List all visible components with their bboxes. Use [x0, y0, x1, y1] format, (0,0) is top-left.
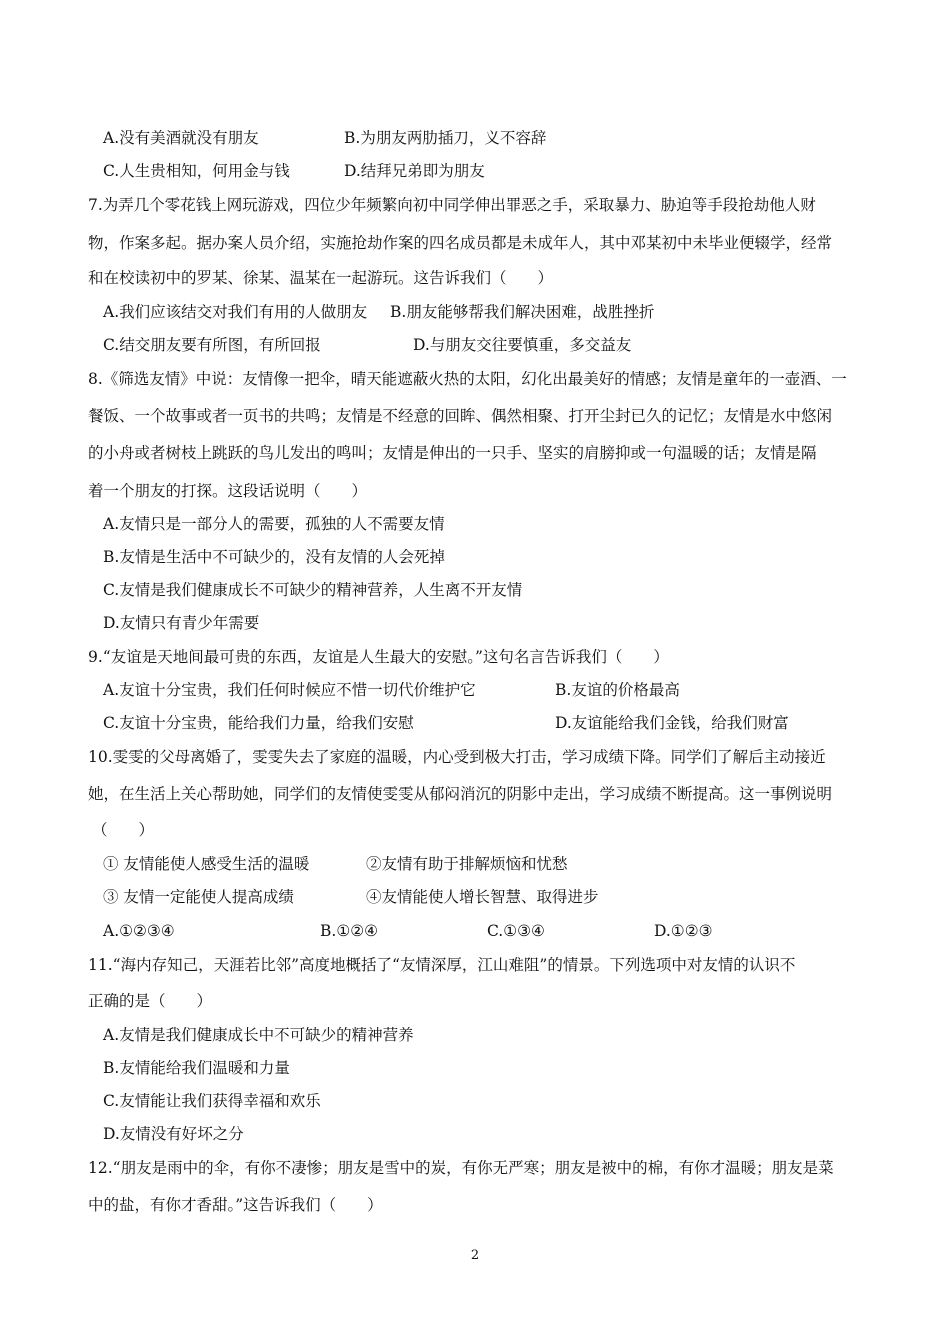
- q10-option-b: B.①②④: [320, 922, 379, 940]
- q10-statement-2: ②友情有助于排解烦恼和忧愁: [366, 855, 568, 873]
- q9-option-a: A.友谊十分宝贵，我们任何时候应不惜一切代价维护它: [103, 681, 476, 699]
- q12-stem-line-2: 中的盐，有你才香甜。”这告诉我们（ ）: [88, 1196, 383, 1214]
- q9-option-d: D.友谊能给我们金钱，给我们财富: [555, 714, 789, 732]
- q6-option-a: A.没有美酒就没有朋友: [103, 129, 259, 147]
- q11-stem-line-1: 11.“海内存知己，天涯若比邻”高度地概括了“友情深厚，江山难阻”的情景。下列选项中对友情的认识不: [88, 956, 796, 974]
- q6-option-b: B.为朋友两肋插刀，义不容辞: [344, 129, 547, 147]
- q8-option-c: C.友情是我们健康成长不可缺少的精神营养，人生离不开友情: [103, 581, 523, 599]
- q8-stem-line-3: 的小舟或者树枝上跳跃的鸟儿发出的鸣叫；友情是伸出的一只手、坚实的肩膀抑或一句温暖的话；友情是隔: [88, 444, 817, 462]
- q11-option-d: D.友情没有好坏之分: [103, 1125, 244, 1143]
- q7-stem-line-1: 7.为弄几个零花钱上网玩游戏，四位少年频繁向初中同学伸出罪恶之手，采取暴力、胁迫等手段抢劫他人财: [88, 196, 816, 214]
- q7-option-d: D.与朋友交往要慎重，多交益友: [413, 336, 632, 354]
- q11-option-c: C.友情能让我们获得幸福和欢乐: [103, 1092, 321, 1110]
- q10-statement-4: ④友情能使人增长智慧、取得进步: [366, 888, 599, 906]
- q9-option-c: C.友谊十分宝贵，能给我们力量，给我们安慰: [103, 714, 414, 732]
- page-number: 2: [470, 1248, 480, 1263]
- q10-stem-line-3: （ ）: [92, 821, 155, 839]
- q6-option-d: D.结拜兄弟即为朋友: [344, 162, 485, 180]
- q10-stem-line-2: 她，在生活上关心帮助她，同学们的友情使雯雯从郁闷消沉的阴影中走出，学习成绩不断提高。这一事例说明: [88, 785, 833, 803]
- q10-statement-1: ① 友情能使人感受生活的温暖: [103, 855, 310, 873]
- q8-option-a: A.友情只是一部分人的需要，孤独的人不需要友情: [103, 515, 445, 533]
- q7-stem-line-2: 物，作案多起。据办案人员介绍，实施抢劫作案的四名成员都是未成年人，其中邓某初中未毕业便辍学，经常: [88, 234, 833, 252]
- q10-statement-3: ③ 友情一定能使人提高成绩: [103, 888, 294, 906]
- q11-option-a: A.友情是我们健康成长中不可缺少的精神营养: [103, 1026, 414, 1044]
- q8-stem-line-2: 餐饭、一个故事或者一页书的共鸣；友情是不经意的回眸、偶然相聚、打开尘封已久的记忆；友情是水中悠闲: [88, 407, 833, 425]
- q9-stem-line-1: 9.“友谊是天地间最可贵的东西，友谊是人生最大的安慰。”这句名言告诉我们（ ）: [88, 648, 669, 666]
- q11-stem-line-2: 正确的是（ ）: [88, 992, 213, 1010]
- q10-option-d: D.①②③: [654, 922, 713, 940]
- q7-option-a: A.我们应该结交对我们有用的人做朋友: [103, 303, 368, 321]
- q12-stem-line-1: 12.“朋友是雨中的伞，有你不凄惨；朋友是雪中的炭，有你无严寒；朋友是被中的棉，有你才温暖；朋友是菜: [88, 1159, 834, 1177]
- q8-stem-line-4: 着一个朋友的打探。这段话说明（ ）: [88, 482, 368, 500]
- q7-option-b: B.朋友能够帮我们解决困难，战胜挫折: [390, 303, 655, 321]
- q10-option-c: C.①③④: [487, 922, 545, 940]
- q8-stem-line-1: 8.《筛选友情》中说：友情像一把伞，晴天能遮蔽火热的太阳，幻化出最美好的情感；友情是童年的一壶酒、一: [88, 370, 847, 388]
- q9-option-b: B.友谊的价格最高: [555, 681, 680, 699]
- q8-option-d: D.友情只有青少年需要: [103, 614, 260, 632]
- q6-option-c: C.人生贵相知，何用金与钱: [103, 162, 290, 180]
- q8-option-b: B.友情是生活中不可缺少的，没有友情的人会死掉: [103, 548, 445, 566]
- q7-stem-line-3: 和在校读初中的罗某、徐某、温某在一起游玩。这告诉我们（ ）: [88, 269, 554, 287]
- q10-option-a: A.①②③④: [103, 922, 175, 940]
- q7-option-c: C.结交朋友要有所图，有所回报: [103, 336, 321, 354]
- q10-stem-line-1: 10.雯雯的父母离婚了，雯雯失去了家庭的温暖，内心受到极大打击，学习成绩下降。同学们了解后主动接近: [88, 748, 826, 766]
- q11-option-b: B.友情能给我们温暖和力量: [103, 1059, 290, 1077]
